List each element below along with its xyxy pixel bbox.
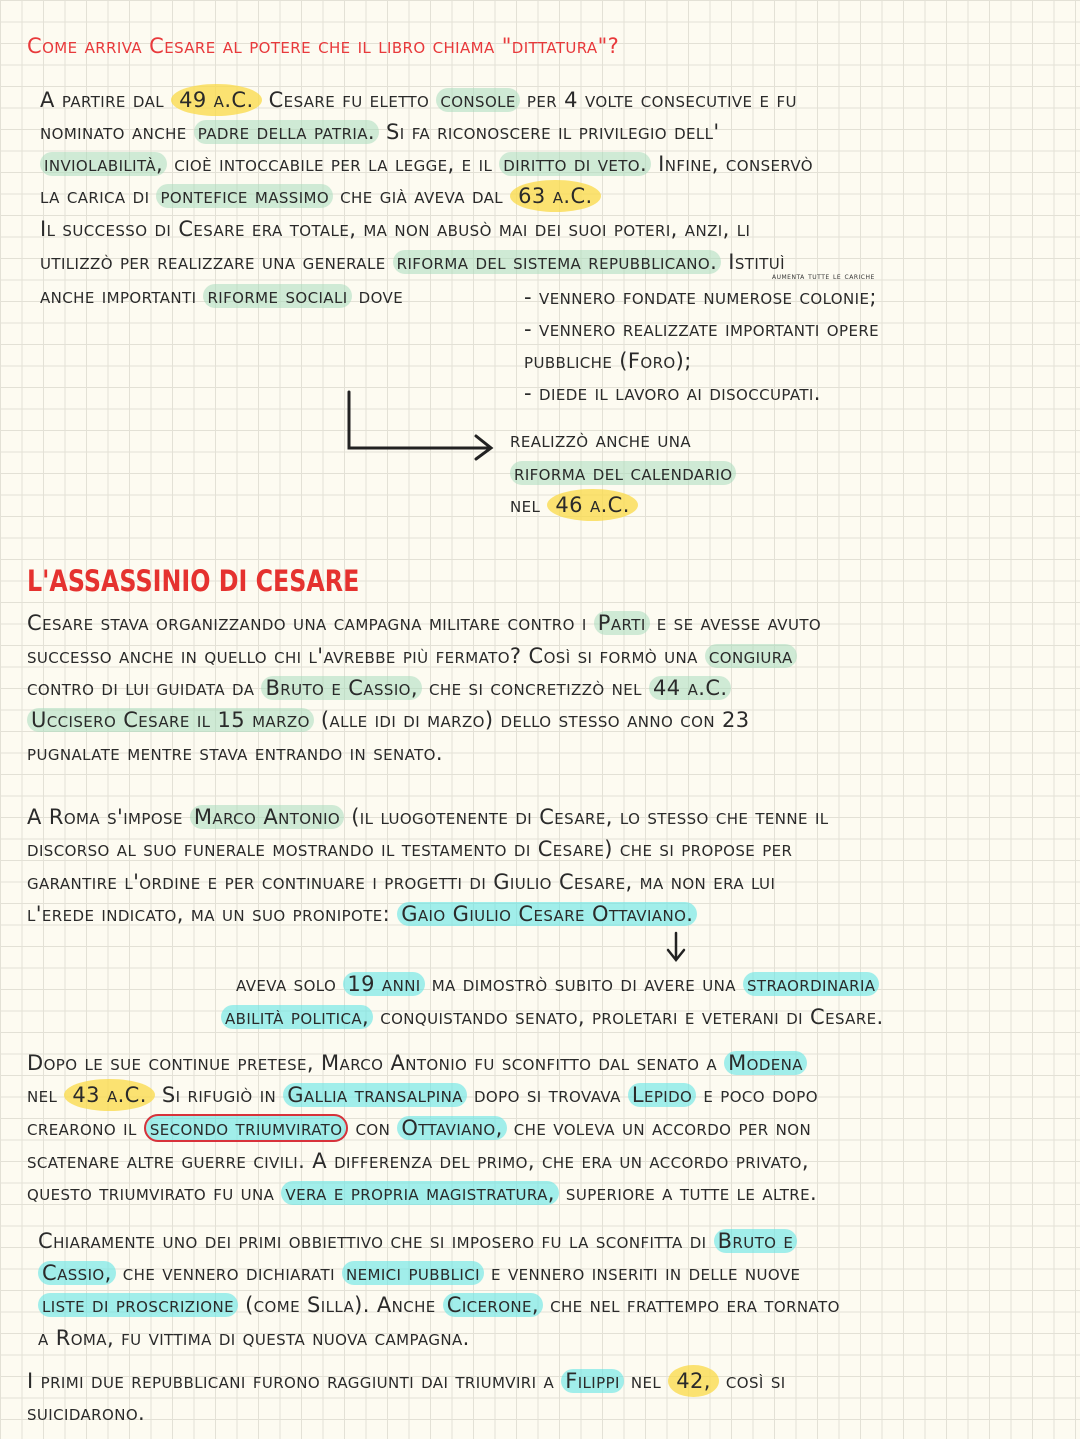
text-line: utilizzò per realizzare una generale riforma del sistema repubblicano. Istituì [40,250,785,274]
text-line: la carica di pontefice massimo che già aveva dal 63 a.C. [40,180,601,212]
highlight: Modena [724,1051,807,1075]
question-heading: Come arriva Cesare al potere che il libro chiama "dittatura"? [27,34,620,58]
text-line: Il successo di Cesare era totale, ma non abusò mai dei suoi poteri, anzi, li [40,217,751,241]
text-line: nominato anche padre della patria. Si fa riconoscere il privilegio dell' [40,120,720,144]
highlight: riforma del calendario [510,461,736,485]
highlight: nemici pubblici [342,1261,484,1285]
highlight: Bruto e [714,1229,798,1253]
highlight-year: 43 a.C. [64,1079,154,1111]
text-line: contro di lui guidata da Bruto e Cassio, che si concretizzò nel 44 a.C. [27,672,731,704]
text-line: Chiaramente uno dei primi obbiettivo che si imposero fu la sconfitta di Bruto e [38,1225,797,1257]
text-line: I primi due repubblicani furono raggiunti dai triumviri a Filippi nel 42, così si [27,1365,786,1397]
highlight-year: 42, [668,1365,719,1397]
text-line: Dopo le sue continue pretese, Marco Antonio fu sconfitto dal senato a Modena [27,1047,807,1079]
text-line: anche importanti riforme sociali dove [40,284,404,308]
highlight: straordinaria [743,972,880,996]
text-line: a Roma, fu vittima di questa nuova campagna. [38,1326,470,1350]
text-line: crearono il secondo triumvirato con Ottaviano, che voleva un accordo per non [27,1116,812,1140]
highlight: Bruto e Cassio, [261,676,421,700]
text-line: nel 46 a.C. [510,489,638,521]
text-line: A partire dal 49 a.C. Cesare fu eletto console per 4 volte consecutive e fu [40,84,797,116]
list-item-continuation: pubbliche (Foro); [524,349,692,373]
text-line: Cassio, che vennero dichiarati nemici pubblici e vennero inseriti in delle nuove [38,1257,800,1289]
highlight: Ottaviano, [397,1116,506,1140]
text-line [510,457,736,489]
text-line: garantire l'ordine e per continuare i progetti di Giulio Cesare, ma non era lui [27,870,776,894]
highlight: padre della patria. [194,120,379,144]
highlight: Uccisero Cesare il 15 marzo [27,708,314,732]
highlight: abilità politica, [221,1005,373,1029]
text-line: scatenare altre guerre civili. A differenza del primo, che era un accordo privato, [27,1149,809,1173]
text-line: pugnalate mentre stava entrando in senato. [27,741,443,765]
highlight: 19 anni [343,972,424,996]
text-line: l'erede indicato, ma un suo pronipote: Gaio Giulio Cesare Ottaviano. [27,898,697,930]
text-line: A Roma s'impose Marco Antonio (il luogotenente di Cesare, lo stesso che tenne il [27,805,829,829]
text-line: questo triumvirato fu una vera e propria magistratura, superiore a tutte le altre. [27,1181,818,1205]
highlight: 44 a.C. [649,676,731,700]
text-line: realizzò anche una [510,428,692,452]
highlight: Filippi [561,1369,624,1393]
text-line: Cesare stava organizzando una campagna militare contro i Parti e se avesse avuto [27,611,822,635]
right-angle-arrow-icon [340,388,500,468]
text-line: liste di proscrizione (come Silla). Anche Cicerone, che nel frattempo era tornato [38,1289,840,1321]
list-item: - diede il lavoro ai disoccupati. [524,381,821,405]
highlight-year: 46 a.C. [547,489,637,521]
highlight: liste di proscrizione [38,1293,238,1317]
section-title: L'ASSASSINIO DI CESARE [27,564,360,598]
text-line: nel 43 a.C. Si rifugiò in Gallia transalpina dopo si trovava Lepido e poco dopo [27,1079,818,1111]
highlight: congiura [705,644,797,668]
highlight: console [436,88,519,112]
highlight: Cassio, [38,1261,116,1285]
highlight: riforme sociali [203,284,351,308]
highlight: pontefice massimo [156,184,333,208]
highlight: riforma del sistema repubblicano. [393,250,722,274]
highlight: diritto di veto. [499,152,651,176]
list-item: - vennero fondate numerose colonie; [524,285,877,309]
highlight: Parti [594,611,650,635]
text-line: aveva solo 19 anni ma dimostrò subito di avere una straordinaria [236,968,879,1000]
text-line: discorso al suo funerale mostrando il testamento di Cesare) che si propose per [27,837,793,861]
text-line: Uccisero Cesare il 15 marzo (alle idi di marzo) dello stesso anno con 23 [27,704,750,736]
highlight: Gallia transalpina [283,1083,467,1107]
highlight-year: 63 a.C. [510,180,600,212]
highlight: Cicerone, [443,1293,543,1317]
highlight-year: 49 a.C. [171,84,261,116]
boxed-highlight: secondo triumvirato [144,1114,349,1142]
text-line: inviolabilità, cioè intoccabile per la legge, e il diritto di veto. Infine, conservò [40,148,813,180]
highlight: Marco Antonio [190,805,344,829]
margin-note: aumenta tutte le cariche [772,272,875,282]
text-line: suicidarono. [27,1401,146,1425]
highlight: inviolabilità, [40,152,167,176]
text-line: successo anche in quello chi l'avrebbe più fermato? Così si formò una congiura [27,640,797,672]
highlight: Gaio Giulio Cesare Ottaviano. [397,902,697,926]
highlight: vera e propria magistratura, [281,1181,558,1205]
text-line: abilità politica, conquistando senato, proletari e veterani di Cesare. [221,1001,884,1033]
down-arrow-icon [664,930,688,964]
highlight: Lepido [628,1083,696,1107]
list-item: - vennero realizzate importanti opere [524,317,880,341]
